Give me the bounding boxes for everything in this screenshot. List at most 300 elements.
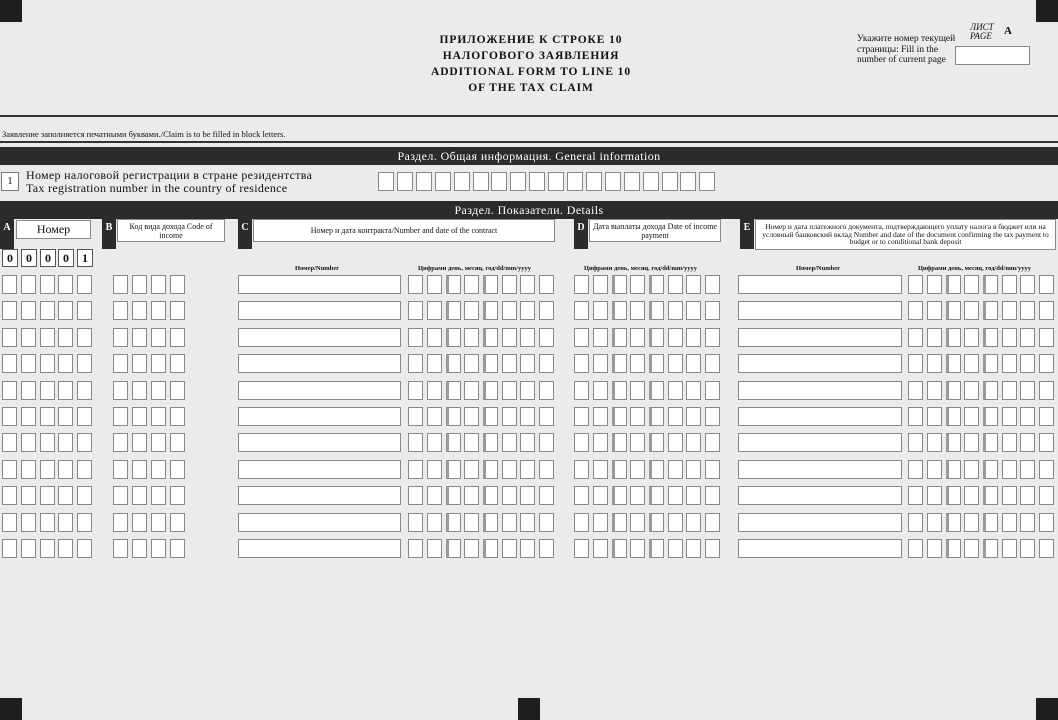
- payment-date-cell[interactable]: [705, 539, 720, 558]
- contract-date-cell[interactable]: [483, 486, 498, 505]
- income-code-cell[interactable]: [151, 539, 166, 558]
- number-cell[interactable]: [58, 275, 73, 294]
- contract-date-cell[interactable]: [427, 460, 442, 479]
- document-date-cell[interactable]: [1002, 381, 1017, 400]
- number-cell[interactable]: [21, 301, 36, 320]
- number-cell[interactable]: [2, 460, 17, 479]
- contract-date-cell[interactable]: [539, 407, 554, 426]
- income-code-cell[interactable]: [113, 539, 128, 558]
- number-cell[interactable]: [40, 301, 55, 320]
- number-cell[interactable]: [77, 460, 92, 479]
- document-date-cell[interactable]: [983, 460, 998, 479]
- document-date-cell[interactable]: [1039, 539, 1054, 558]
- payment-date-cell[interactable]: [574, 275, 589, 294]
- payment-date-cell[interactable]: [686, 486, 701, 505]
- payment-date-cell[interactable]: [574, 381, 589, 400]
- payment-date-cell[interactable]: [630, 407, 645, 426]
- payment-date-cell[interactable]: [612, 354, 627, 373]
- payment-date-cell[interactable]: [612, 301, 627, 320]
- number-cell[interactable]: [21, 407, 36, 426]
- payment-date-cell[interactable]: [668, 275, 683, 294]
- document-date-cell[interactable]: [946, 433, 961, 452]
- income-code-cell[interactable]: [113, 354, 128, 373]
- document-date-cell[interactable]: [964, 407, 979, 426]
- number-cell[interactable]: [58, 354, 73, 373]
- contract-date-cell[interactable]: [427, 328, 442, 347]
- number-cell[interactable]: [21, 460, 36, 479]
- contract-date-cell[interactable]: [483, 407, 498, 426]
- document-date-cell[interactable]: [908, 513, 923, 532]
- number-cell[interactable]: [77, 275, 92, 294]
- number-cell[interactable]: [77, 328, 92, 347]
- payment-date-cell[interactable]: [593, 328, 608, 347]
- contract-date-cell[interactable]: [502, 328, 517, 347]
- contract-number-input[interactable]: [238, 354, 401, 373]
- number-cell[interactable]: [2, 433, 17, 452]
- tax-number-cell[interactable]: [378, 172, 394, 191]
- tax-number-cell[interactable]: [624, 172, 640, 191]
- number-cell[interactable]: [40, 433, 55, 452]
- contract-date-cell[interactable]: [502, 513, 517, 532]
- payment-date-cell[interactable]: [574, 513, 589, 532]
- contract-date-cell[interactable]: [502, 275, 517, 294]
- payment-date-cell[interactable]: [705, 433, 720, 452]
- document-date-cell[interactable]: [908, 407, 923, 426]
- document-date-cell[interactable]: [1020, 513, 1035, 532]
- payment-date-cell[interactable]: [574, 460, 589, 479]
- payment-date-cell[interactable]: [593, 539, 608, 558]
- document-date-cell[interactable]: [927, 301, 942, 320]
- document-date-cell[interactable]: [964, 486, 979, 505]
- number-cell[interactable]: [77, 381, 92, 400]
- contract-date-cell[interactable]: [502, 301, 517, 320]
- contract-date-cell[interactable]: [427, 381, 442, 400]
- payment-date-cell[interactable]: [630, 539, 645, 558]
- contract-date-cell[interactable]: [520, 407, 535, 426]
- contract-date-cell[interactable]: [520, 539, 535, 558]
- document-number-input[interactable]: [738, 328, 902, 347]
- payment-date-cell[interactable]: [668, 328, 683, 347]
- payment-date-cell[interactable]: [593, 513, 608, 532]
- contract-date-cell[interactable]: [427, 301, 442, 320]
- contract-date-cell[interactable]: [464, 433, 479, 452]
- document-date-cell[interactable]: [1020, 460, 1035, 479]
- contract-date-cell[interactable]: [483, 328, 498, 347]
- contract-date-cell[interactable]: [464, 354, 479, 373]
- document-date-cell[interactable]: [964, 460, 979, 479]
- document-date-cell[interactable]: [1039, 460, 1054, 479]
- number-cell[interactable]: [77, 513, 92, 532]
- document-date-cell[interactable]: [983, 539, 998, 558]
- contract-date-cell[interactable]: [464, 460, 479, 479]
- document-date-cell[interactable]: [1002, 301, 1017, 320]
- payment-date-cell[interactable]: [612, 460, 627, 479]
- page-number-input[interactable]: [955, 46, 1030, 65]
- document-date-cell[interactable]: [927, 381, 942, 400]
- payment-date-cell[interactable]: [630, 433, 645, 452]
- contract-date-cell[interactable]: [483, 513, 498, 532]
- income-code-cell[interactable]: [113, 486, 128, 505]
- contract-date-cell[interactable]: [408, 407, 423, 426]
- contract-date-cell[interactable]: [408, 539, 423, 558]
- contract-date-cell[interactable]: [446, 301, 461, 320]
- income-code-cell[interactable]: [170, 275, 185, 294]
- document-number-input[interactable]: [738, 486, 902, 505]
- contract-number-input[interactable]: [238, 539, 401, 558]
- number-cell[interactable]: [58, 328, 73, 347]
- contract-date-cell[interactable]: [539, 433, 554, 452]
- number-cell[interactable]: [40, 275, 55, 294]
- tax-number-cell[interactable]: [699, 172, 715, 191]
- income-code-cell[interactable]: [170, 486, 185, 505]
- document-date-cell[interactable]: [1002, 486, 1017, 505]
- number-cell[interactable]: [2, 486, 17, 505]
- document-date-cell[interactable]: [908, 354, 923, 373]
- number-cell[interactable]: [58, 433, 73, 452]
- contract-date-cell[interactable]: [427, 433, 442, 452]
- payment-date-cell[interactable]: [705, 275, 720, 294]
- income-code-cell[interactable]: [151, 354, 166, 373]
- document-number-input[interactable]: [738, 539, 902, 558]
- contract-date-cell[interactable]: [539, 513, 554, 532]
- contract-number-input[interactable]: [238, 275, 401, 294]
- document-date-cell[interactable]: [927, 539, 942, 558]
- number-cell[interactable]: [58, 407, 73, 426]
- contract-date-cell[interactable]: [539, 354, 554, 373]
- contract-date-cell[interactable]: [464, 486, 479, 505]
- number-cell[interactable]: [58, 486, 73, 505]
- income-code-cell[interactable]: [132, 513, 147, 532]
- contract-date-cell[interactable]: [446, 433, 461, 452]
- contract-date-cell[interactable]: [483, 460, 498, 479]
- payment-date-cell[interactable]: [612, 486, 627, 505]
- income-code-cell[interactable]: [113, 328, 128, 347]
- document-date-cell[interactable]: [983, 513, 998, 532]
- number-cell[interactable]: [2, 275, 17, 294]
- income-code-cell[interactable]: [132, 433, 147, 452]
- number-cell[interactable]: [40, 460, 55, 479]
- contract-number-input[interactable]: [238, 433, 401, 452]
- tax-number-cell[interactable]: [491, 172, 507, 191]
- income-code-cell[interactable]: [132, 407, 147, 426]
- document-date-cell[interactable]: [1039, 354, 1054, 373]
- income-code-cell[interactable]: [170, 539, 185, 558]
- contract-date-cell[interactable]: [539, 328, 554, 347]
- document-date-cell[interactable]: [946, 328, 961, 347]
- contract-date-cell[interactable]: [464, 301, 479, 320]
- tax-number-cell[interactable]: [416, 172, 432, 191]
- income-code-cell[interactable]: [132, 301, 147, 320]
- document-date-cell[interactable]: [983, 486, 998, 505]
- document-date-cell[interactable]: [1039, 328, 1054, 347]
- number-cell[interactable]: [58, 460, 73, 479]
- contract-date-cell[interactable]: [446, 407, 461, 426]
- contract-date-cell[interactable]: [502, 460, 517, 479]
- tax-number-cell[interactable]: [548, 172, 564, 191]
- document-date-cell[interactable]: [1002, 539, 1017, 558]
- payment-date-cell[interactable]: [686, 301, 701, 320]
- tax-number-cell[interactable]: [680, 172, 696, 191]
- payment-date-cell[interactable]: [593, 486, 608, 505]
- payment-date-cell[interactable]: [593, 381, 608, 400]
- payment-date-cell[interactable]: [686, 354, 701, 373]
- payment-date-cell[interactable]: [574, 407, 589, 426]
- document-date-cell[interactable]: [927, 275, 942, 294]
- income-code-cell[interactable]: [170, 433, 185, 452]
- document-number-input[interactable]: [738, 301, 902, 320]
- document-date-cell[interactable]: [1002, 513, 1017, 532]
- payment-date-cell[interactable]: [574, 354, 589, 373]
- payment-date-cell[interactable]: [574, 539, 589, 558]
- number-cell[interactable]: [2, 381, 17, 400]
- contract-date-cell[interactable]: [427, 275, 442, 294]
- payment-date-cell[interactable]: [630, 513, 645, 532]
- payment-date-cell[interactable]: [612, 513, 627, 532]
- contract-date-cell[interactable]: [427, 354, 442, 373]
- document-date-cell[interactable]: [964, 301, 979, 320]
- income-code-cell[interactable]: [132, 328, 147, 347]
- document-date-cell[interactable]: [927, 460, 942, 479]
- number-cell[interactable]: [77, 539, 92, 558]
- contract-date-cell[interactable]: [520, 486, 535, 505]
- number-cell[interactable]: [40, 328, 55, 347]
- document-date-cell[interactable]: [983, 407, 998, 426]
- payment-date-cell[interactable]: [649, 433, 664, 452]
- contract-date-cell[interactable]: [446, 328, 461, 347]
- payment-date-cell[interactable]: [705, 354, 720, 373]
- document-date-cell[interactable]: [1020, 539, 1035, 558]
- tax-number-cell[interactable]: [454, 172, 470, 191]
- contract-date-cell[interactable]: [427, 486, 442, 505]
- document-date-cell[interactable]: [1039, 486, 1054, 505]
- document-date-cell[interactable]: [908, 275, 923, 294]
- payment-date-cell[interactable]: [705, 513, 720, 532]
- income-code-cell[interactable]: [132, 275, 147, 294]
- document-date-cell[interactable]: [1039, 433, 1054, 452]
- contract-date-cell[interactable]: [446, 275, 461, 294]
- document-date-cell[interactable]: [1020, 275, 1035, 294]
- number-cell[interactable]: [21, 513, 36, 532]
- payment-date-cell[interactable]: [593, 301, 608, 320]
- income-code-cell[interactable]: [170, 460, 185, 479]
- payment-date-cell[interactable]: [574, 328, 589, 347]
- document-date-cell[interactable]: [964, 381, 979, 400]
- payment-date-cell[interactable]: [593, 407, 608, 426]
- income-code-cell[interactable]: [151, 486, 166, 505]
- contract-date-cell[interactable]: [483, 301, 498, 320]
- contract-date-cell[interactable]: [408, 301, 423, 320]
- document-date-cell[interactable]: [1020, 301, 1035, 320]
- number-cell[interactable]: [77, 354, 92, 373]
- document-date-cell[interactable]: [908, 301, 923, 320]
- document-date-cell[interactable]: [1039, 275, 1054, 294]
- contract-date-cell[interactable]: [464, 407, 479, 426]
- payment-date-cell[interactable]: [574, 433, 589, 452]
- document-date-cell[interactable]: [946, 381, 961, 400]
- payment-date-cell[interactable]: [686, 539, 701, 558]
- income-code-cell[interactable]: [151, 433, 166, 452]
- number-cell[interactable]: [40, 486, 55, 505]
- payment-date-cell[interactable]: [593, 433, 608, 452]
- document-date-cell[interactable]: [1020, 328, 1035, 347]
- contract-date-cell[interactable]: [502, 539, 517, 558]
- tax-number-cell[interactable]: [605, 172, 621, 191]
- contract-date-cell[interactable]: [520, 301, 535, 320]
- payment-date-cell[interactable]: [668, 301, 683, 320]
- number-cell[interactable]: [77, 407, 92, 426]
- document-date-cell[interactable]: [1020, 381, 1035, 400]
- contract-date-cell[interactable]: [483, 354, 498, 373]
- income-code-cell[interactable]: [113, 460, 128, 479]
- tax-number-cell[interactable]: [586, 172, 602, 191]
- number-cell[interactable]: [2, 407, 17, 426]
- payment-date-cell[interactable]: [668, 486, 683, 505]
- number-cell[interactable]: [58, 301, 73, 320]
- payment-date-cell[interactable]: [686, 407, 701, 426]
- payment-date-cell[interactable]: [574, 486, 589, 505]
- tax-number-cell[interactable]: [473, 172, 489, 191]
- document-date-cell[interactable]: [946, 301, 961, 320]
- contract-date-cell[interactable]: [464, 328, 479, 347]
- contract-date-cell[interactable]: [464, 539, 479, 558]
- payment-date-cell[interactable]: [612, 381, 627, 400]
- number-cell[interactable]: [58, 381, 73, 400]
- document-number-input[interactable]: [738, 513, 902, 532]
- payment-date-cell[interactable]: [686, 381, 701, 400]
- number-cell[interactable]: [77, 301, 92, 320]
- document-date-cell[interactable]: [946, 354, 961, 373]
- number-cell[interactable]: [2, 354, 17, 373]
- contract-date-cell[interactable]: [446, 381, 461, 400]
- contract-number-input[interactable]: [238, 513, 401, 532]
- contract-date-cell[interactable]: [520, 328, 535, 347]
- income-code-cell[interactable]: [170, 513, 185, 532]
- contract-date-cell[interactable]: [520, 433, 535, 452]
- payment-date-cell[interactable]: [574, 301, 589, 320]
- income-code-cell[interactable]: [113, 513, 128, 532]
- payment-date-cell[interactable]: [649, 460, 664, 479]
- contract-date-cell[interactable]: [483, 275, 498, 294]
- number-cell[interactable]: [2, 539, 17, 558]
- number-cell[interactable]: [40, 381, 55, 400]
- document-date-cell[interactable]: [1020, 486, 1035, 505]
- payment-date-cell[interactable]: [612, 407, 627, 426]
- document-date-cell[interactable]: [908, 328, 923, 347]
- number-cell[interactable]: [21, 354, 36, 373]
- contract-date-cell[interactable]: [483, 539, 498, 558]
- contract-date-cell[interactable]: [408, 433, 423, 452]
- number-cell[interactable]: [2, 513, 17, 532]
- income-code-cell[interactable]: [113, 433, 128, 452]
- document-date-cell[interactable]: [927, 354, 942, 373]
- document-date-cell[interactable]: [908, 486, 923, 505]
- payment-date-cell[interactable]: [612, 275, 627, 294]
- document-date-cell[interactable]: [983, 354, 998, 373]
- document-date-cell[interactable]: [964, 275, 979, 294]
- tax-number-cell[interactable]: [662, 172, 678, 191]
- payment-date-cell[interactable]: [668, 354, 683, 373]
- contract-date-cell[interactable]: [502, 486, 517, 505]
- payment-date-cell[interactable]: [612, 539, 627, 558]
- income-code-cell[interactable]: [170, 301, 185, 320]
- contract-date-cell[interactable]: [520, 513, 535, 532]
- contract-date-cell[interactable]: [408, 328, 423, 347]
- document-date-cell[interactable]: [964, 354, 979, 373]
- payment-date-cell[interactable]: [705, 407, 720, 426]
- document-date-cell[interactable]: [1002, 354, 1017, 373]
- contract-date-cell[interactable]: [520, 275, 535, 294]
- income-code-cell[interactable]: [151, 381, 166, 400]
- contract-date-cell[interactable]: [502, 354, 517, 373]
- payment-date-cell[interactable]: [649, 486, 664, 505]
- contract-date-cell[interactable]: [408, 354, 423, 373]
- contract-date-cell[interactable]: [446, 486, 461, 505]
- contract-date-cell[interactable]: [483, 381, 498, 400]
- payment-date-cell[interactable]: [668, 539, 683, 558]
- payment-date-cell[interactable]: [705, 301, 720, 320]
- income-code-cell[interactable]: [151, 513, 166, 532]
- contract-date-cell[interactable]: [520, 381, 535, 400]
- document-date-cell[interactable]: [1020, 354, 1035, 373]
- number-cell[interactable]: [40, 354, 55, 373]
- income-code-cell[interactable]: [132, 539, 147, 558]
- payment-date-cell[interactable]: [630, 301, 645, 320]
- payment-date-cell[interactable]: [649, 381, 664, 400]
- payment-date-cell[interactable]: [649, 328, 664, 347]
- document-number-input[interactable]: [738, 354, 902, 373]
- tax-number-cell[interactable]: [567, 172, 583, 191]
- document-date-cell[interactable]: [1039, 407, 1054, 426]
- income-code-cell[interactable]: [170, 381, 185, 400]
- payment-date-cell[interactable]: [630, 275, 645, 294]
- payment-date-cell[interactable]: [705, 328, 720, 347]
- contract-date-cell[interactable]: [502, 381, 517, 400]
- tax-number-cell[interactable]: [510, 172, 526, 191]
- number-cell[interactable]: [77, 433, 92, 452]
- number-cell[interactable]: [40, 513, 55, 532]
- document-date-cell[interactable]: [1020, 407, 1035, 426]
- payment-date-cell[interactable]: [630, 328, 645, 347]
- payment-date-cell[interactable]: [649, 513, 664, 532]
- income-code-cell[interactable]: [151, 460, 166, 479]
- document-date-cell[interactable]: [1020, 433, 1035, 452]
- contract-date-cell[interactable]: [408, 460, 423, 479]
- income-code-cell[interactable]: [170, 407, 185, 426]
- contract-number-input[interactable]: [238, 328, 401, 347]
- income-code-cell[interactable]: [151, 328, 166, 347]
- income-code-cell[interactable]: [113, 275, 128, 294]
- number-cell[interactable]: [40, 407, 55, 426]
- payment-date-cell[interactable]: [630, 381, 645, 400]
- number-cell[interactable]: [21, 539, 36, 558]
- income-code-cell[interactable]: [132, 381, 147, 400]
- payment-date-cell[interactable]: [705, 486, 720, 505]
- contract-date-cell[interactable]: [446, 354, 461, 373]
- document-date-cell[interactable]: [908, 539, 923, 558]
- payment-date-cell[interactable]: [649, 407, 664, 426]
- document-date-cell[interactable]: [927, 328, 942, 347]
- document-date-cell[interactable]: [983, 328, 998, 347]
- contract-date-cell[interactable]: [539, 539, 554, 558]
- tax-number-cell[interactable]: [643, 172, 659, 191]
- payment-date-cell[interactable]: [649, 354, 664, 373]
- contract-date-cell[interactable]: [446, 460, 461, 479]
- contract-date-cell[interactable]: [502, 407, 517, 426]
- document-date-cell[interactable]: [964, 328, 979, 347]
- payment-date-cell[interactable]: [705, 460, 720, 479]
- contract-date-cell[interactable]: [408, 513, 423, 532]
- income-code-cell[interactable]: [170, 328, 185, 347]
